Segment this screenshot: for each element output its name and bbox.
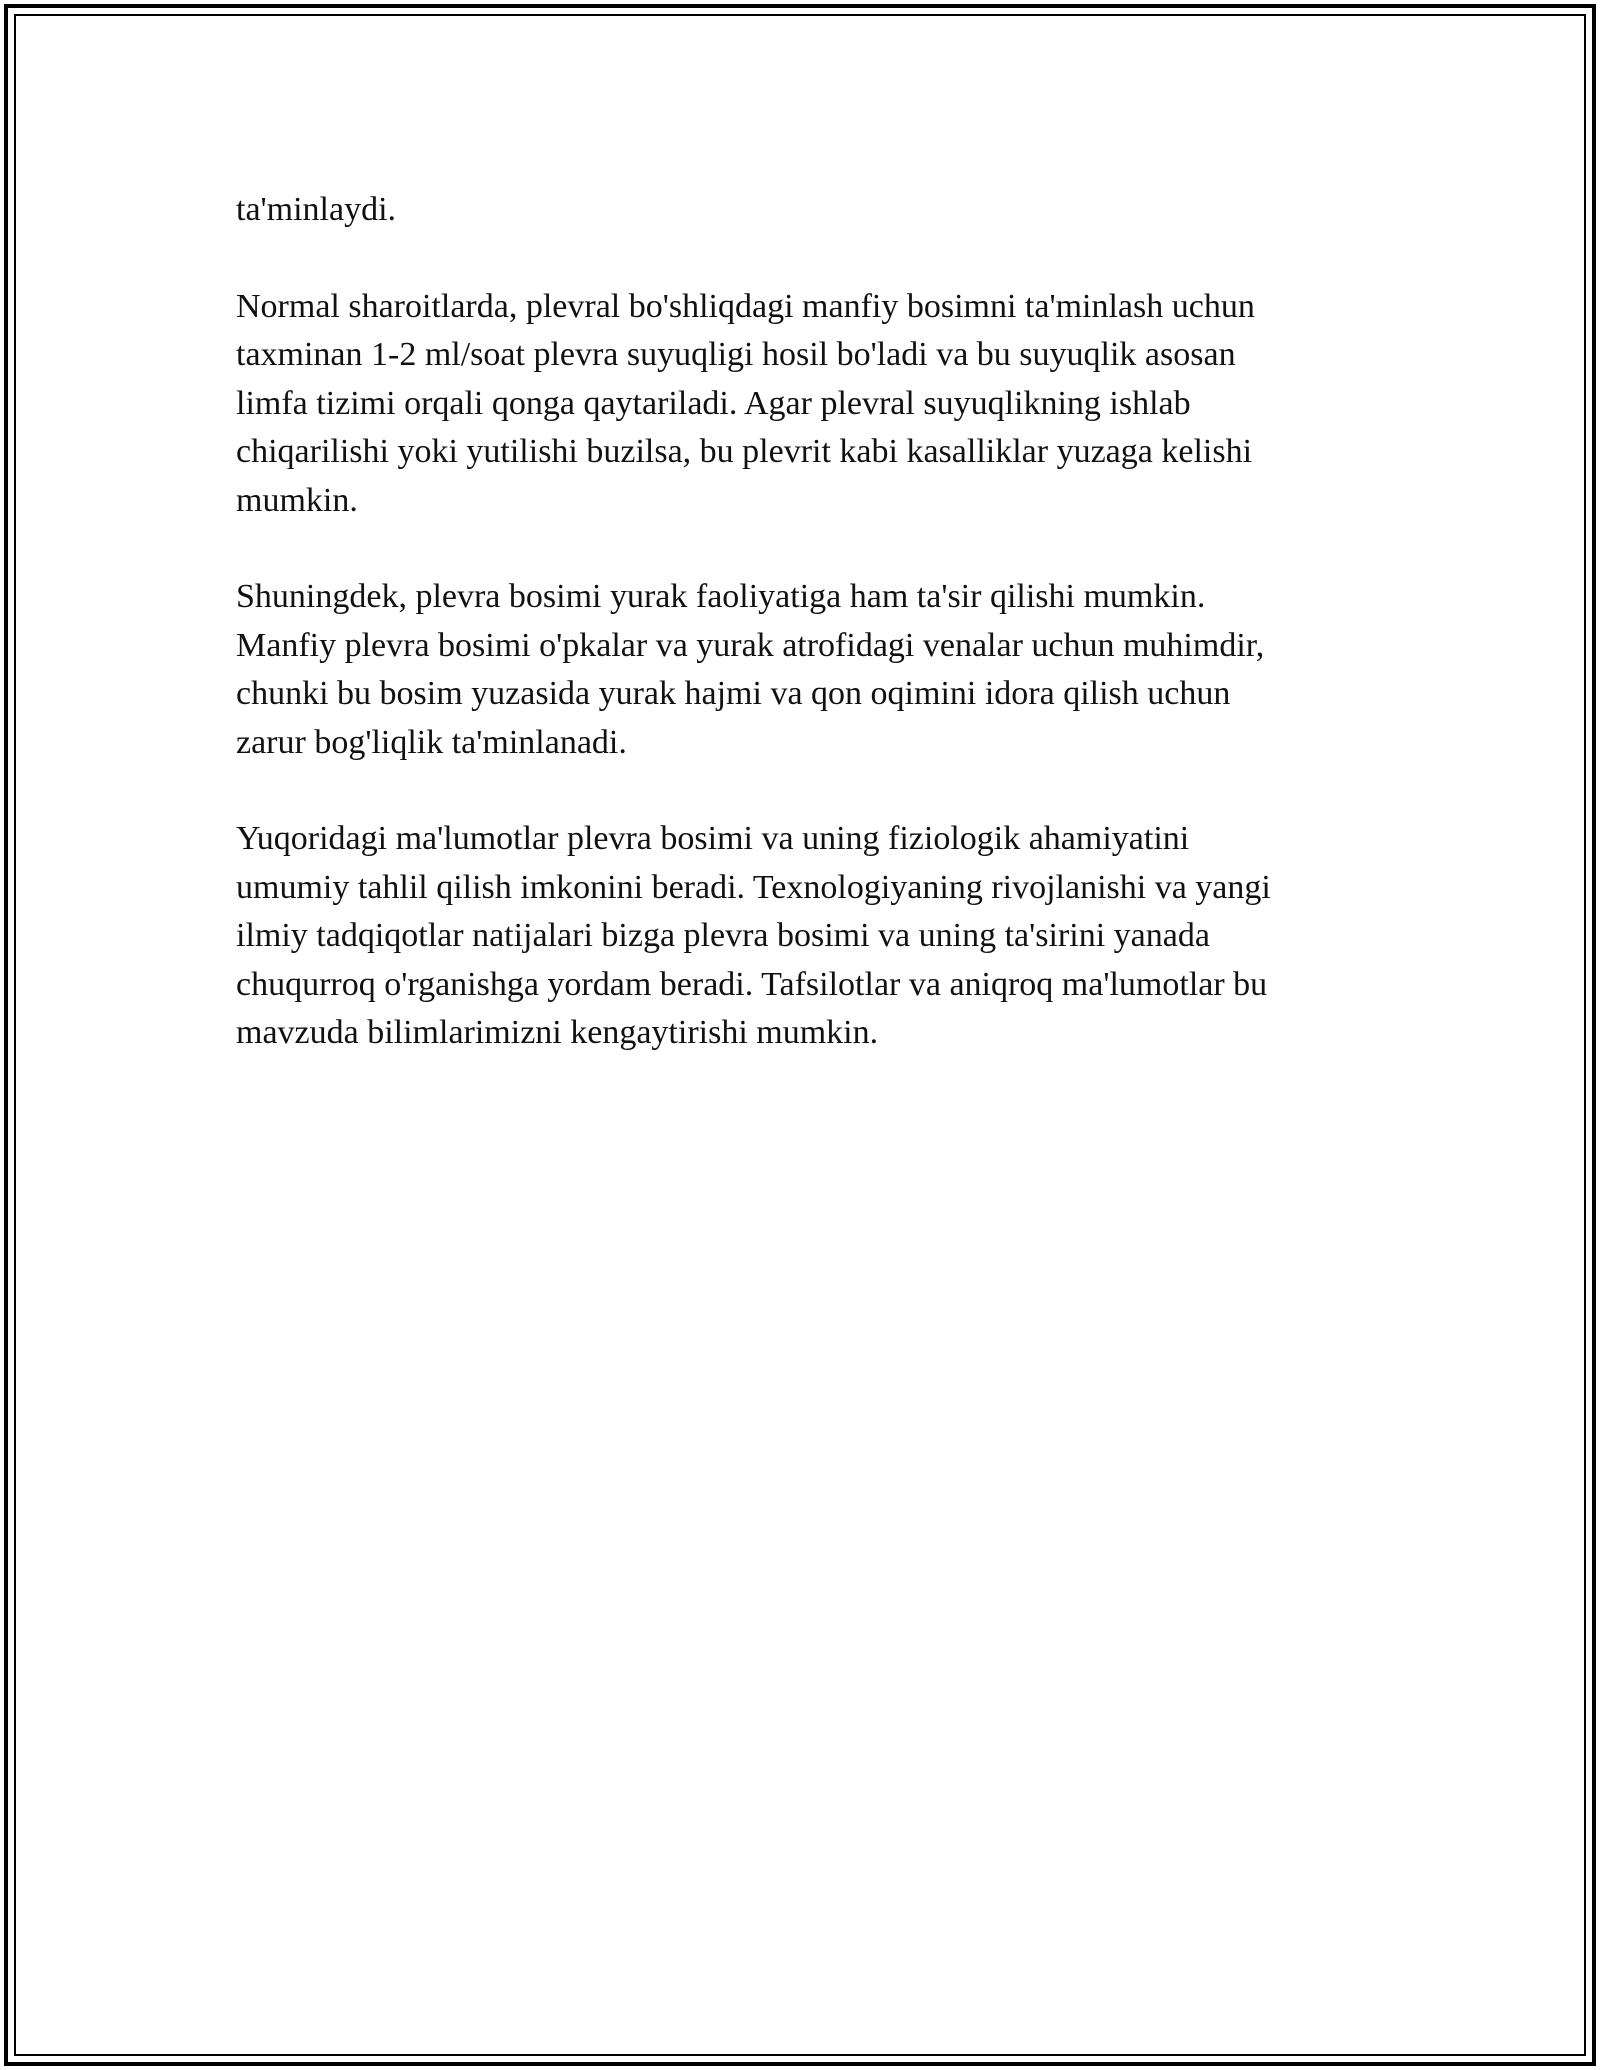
document-body xyxy=(236,186,1376,1106)
paragraph-heart-activity: Shuningdek, plevra bosimi yurak faoliyatiga ham ta'sir qilishi mumkin. Manfiy plevra bosimi o'pkalar va yurak atrofidagi venalar uchun muhimdir, chunki bu bosim yuzasida yurak hajmi va qon oqimini idora qilish uchun zarur bog'liqlik ta'minlanadi. xyxy=(236,578,1265,761)
paragraph-continuation: ta'minlaydi. xyxy=(236,191,397,228)
paragraph-summary: Yuqoridagi ma'lumotlar plevra bosimi va uning fiziologik ahamiyatini umumiy tahlil qilish imkonini beradi. Texnologiyaning rivojlanishi va yangi ilmiy tadqiqotlar natijalari bizga plevra bosimi va uning ta'sirini yanada chuqurroq o'rganishga yordam beradi. Tafsilotlar va aniqroq ma'lumotlar bu mavzuda bilimlarimizni kengaytirishi mumkin. xyxy=(236,820,1271,1051)
paragraph-normal-conditions: Normal sharoitlarda, plevral bo'shliqdagi manfiy bosimni ta'minlash uchun taxminan 1-2 ml/soat plevra suyuqligi hosil bo'ladi va bu suyuqlik asosan limfa tizimi orqali qonga qaytariladi. Agar plevral suyuqlikning ishlab chiqarilishi yoki yutilishi buzilsa, bu plevrit kabi kasalliklar yuzaga kelishi mumkin. xyxy=(236,287,1255,519)
